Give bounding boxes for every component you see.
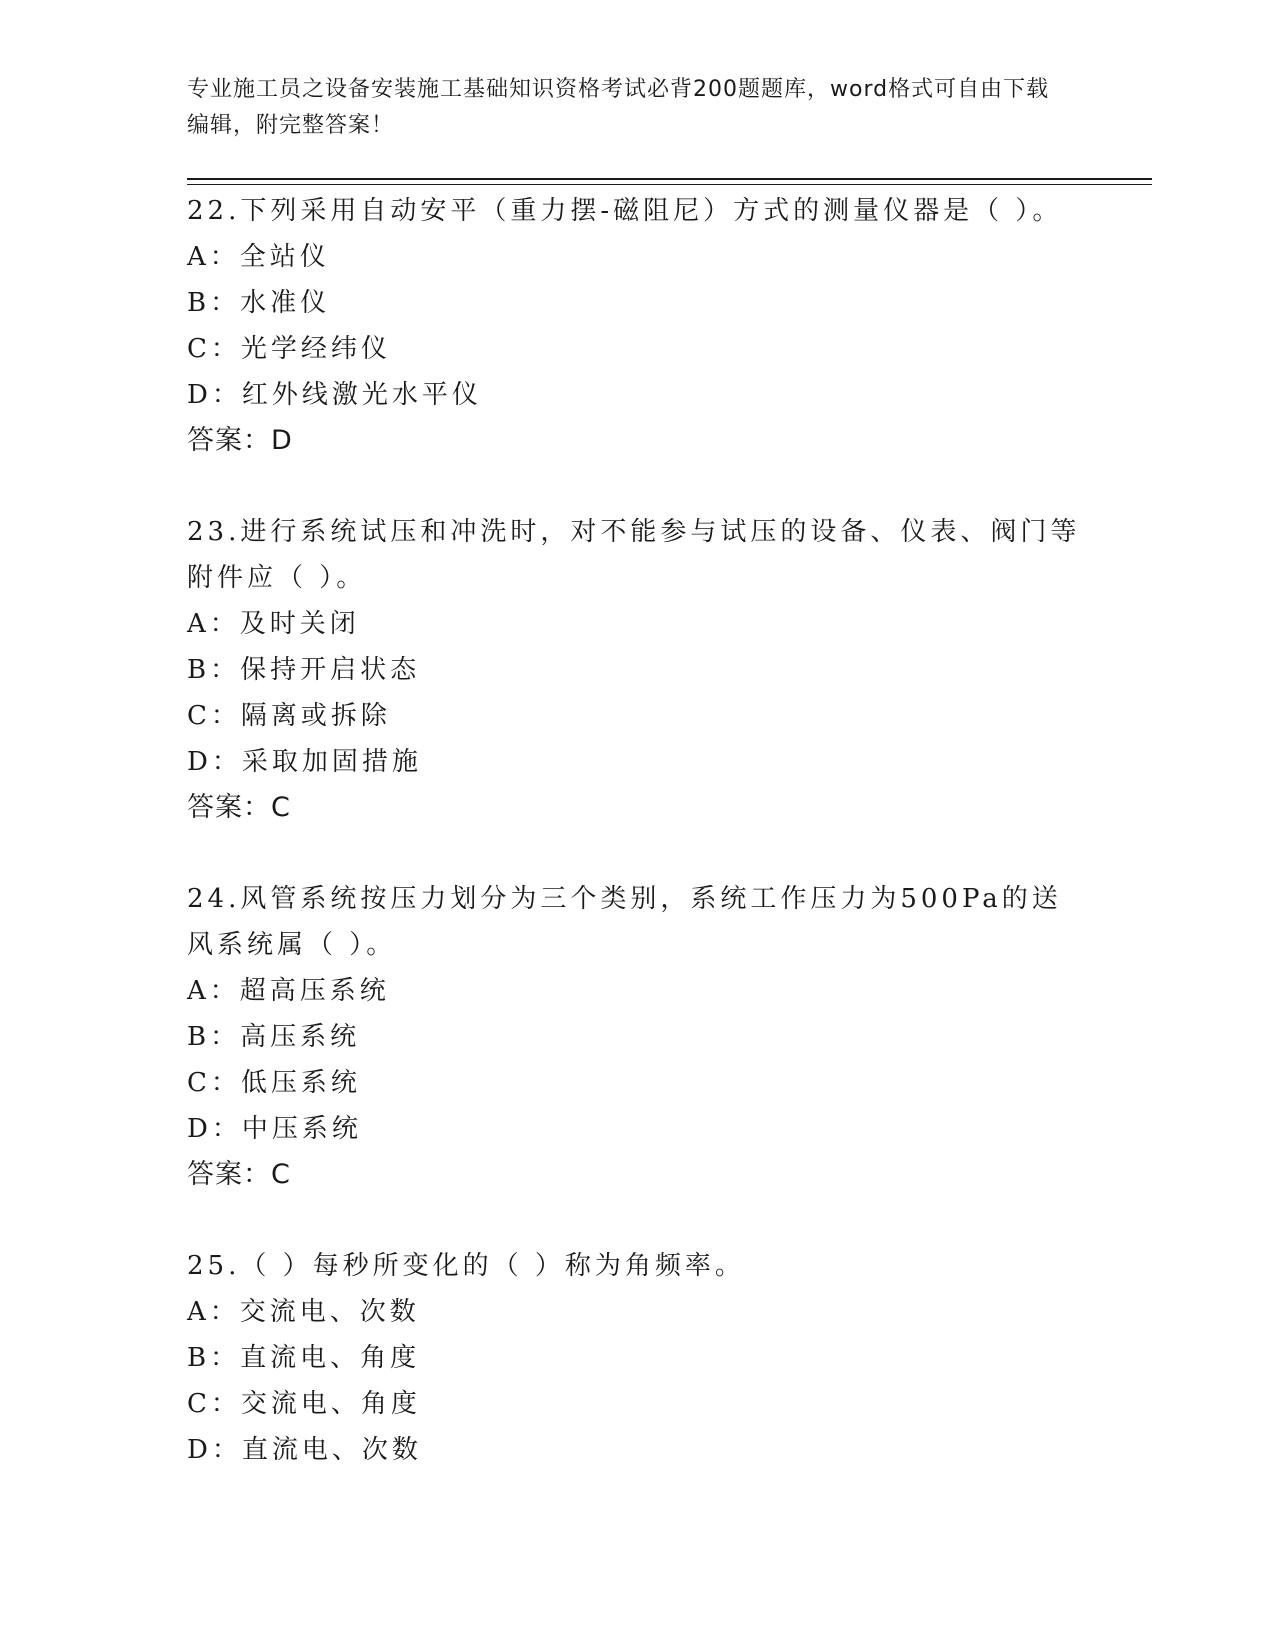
option-c: C：隔离或拆除 <box>187 701 391 731</box>
option-a: A：全站仪 <box>187 242 330 272</box>
answer-line: 答案：C <box>187 1159 291 1190</box>
question-22 <box>187 188 1087 464</box>
document-header: 专业施工员之设备安装施工基础知识资格考试必背200题题库，word格式可自由下载编辑，附完整答案！ <box>187 77 1050 138</box>
option-b: B：高压系统 <box>187 1022 361 1052</box>
question-24 <box>187 876 1087 1198</box>
answer-line: 答案：C <box>187 792 291 823</box>
option-b: B：保持开启状态 <box>187 655 421 685</box>
option-c: C：光学经纬仪 <box>187 334 391 364</box>
option-d: D：采取加固措施 <box>187 747 422 777</box>
option-c: C：低压系统 <box>187 1068 361 1098</box>
question-list <box>187 188 1087 1518</box>
question-23 <box>187 509 1087 831</box>
option-b: B：直流电、角度 <box>187 1343 421 1373</box>
option-a: A：超高压系统 <box>187 976 390 1006</box>
header-divider-bottom <box>187 184 1152 185</box>
question-text: 24.风管系统按压力划分为三个类别，系统工作压力为500Pa的送风系统属（ ）。 <box>187 884 1062 960</box>
option-c: C：交流电、角度 <box>187 1389 421 1419</box>
option-a: A：及时关闭 <box>187 609 360 639</box>
option-b: B：水准仪 <box>187 288 331 318</box>
header-divider-top <box>187 178 1152 180</box>
option-d: D：中压系统 <box>187 1114 362 1144</box>
question-25 <box>187 1243 1087 1473</box>
question-text: 22.下列采用自动安平（重力摆-磁阻尼）方式的测量仪器是（ ）。 <box>187 196 1063 226</box>
question-text: 23.进行系统试压和冲洗时，对不能参与试压的设备、仪表、阀门等附件应（ ）。 <box>187 517 1081 593</box>
option-d: D：直流电、次数 <box>187 1435 422 1465</box>
option-d: D：红外线激光水平仪 <box>187 380 482 410</box>
option-a: A：交流电、次数 <box>187 1297 420 1327</box>
question-text: 25.（ ）每秒所变化的（ ）称为角频率。 <box>187 1251 745 1281</box>
answer-line: 答案：D <box>187 425 293 456</box>
